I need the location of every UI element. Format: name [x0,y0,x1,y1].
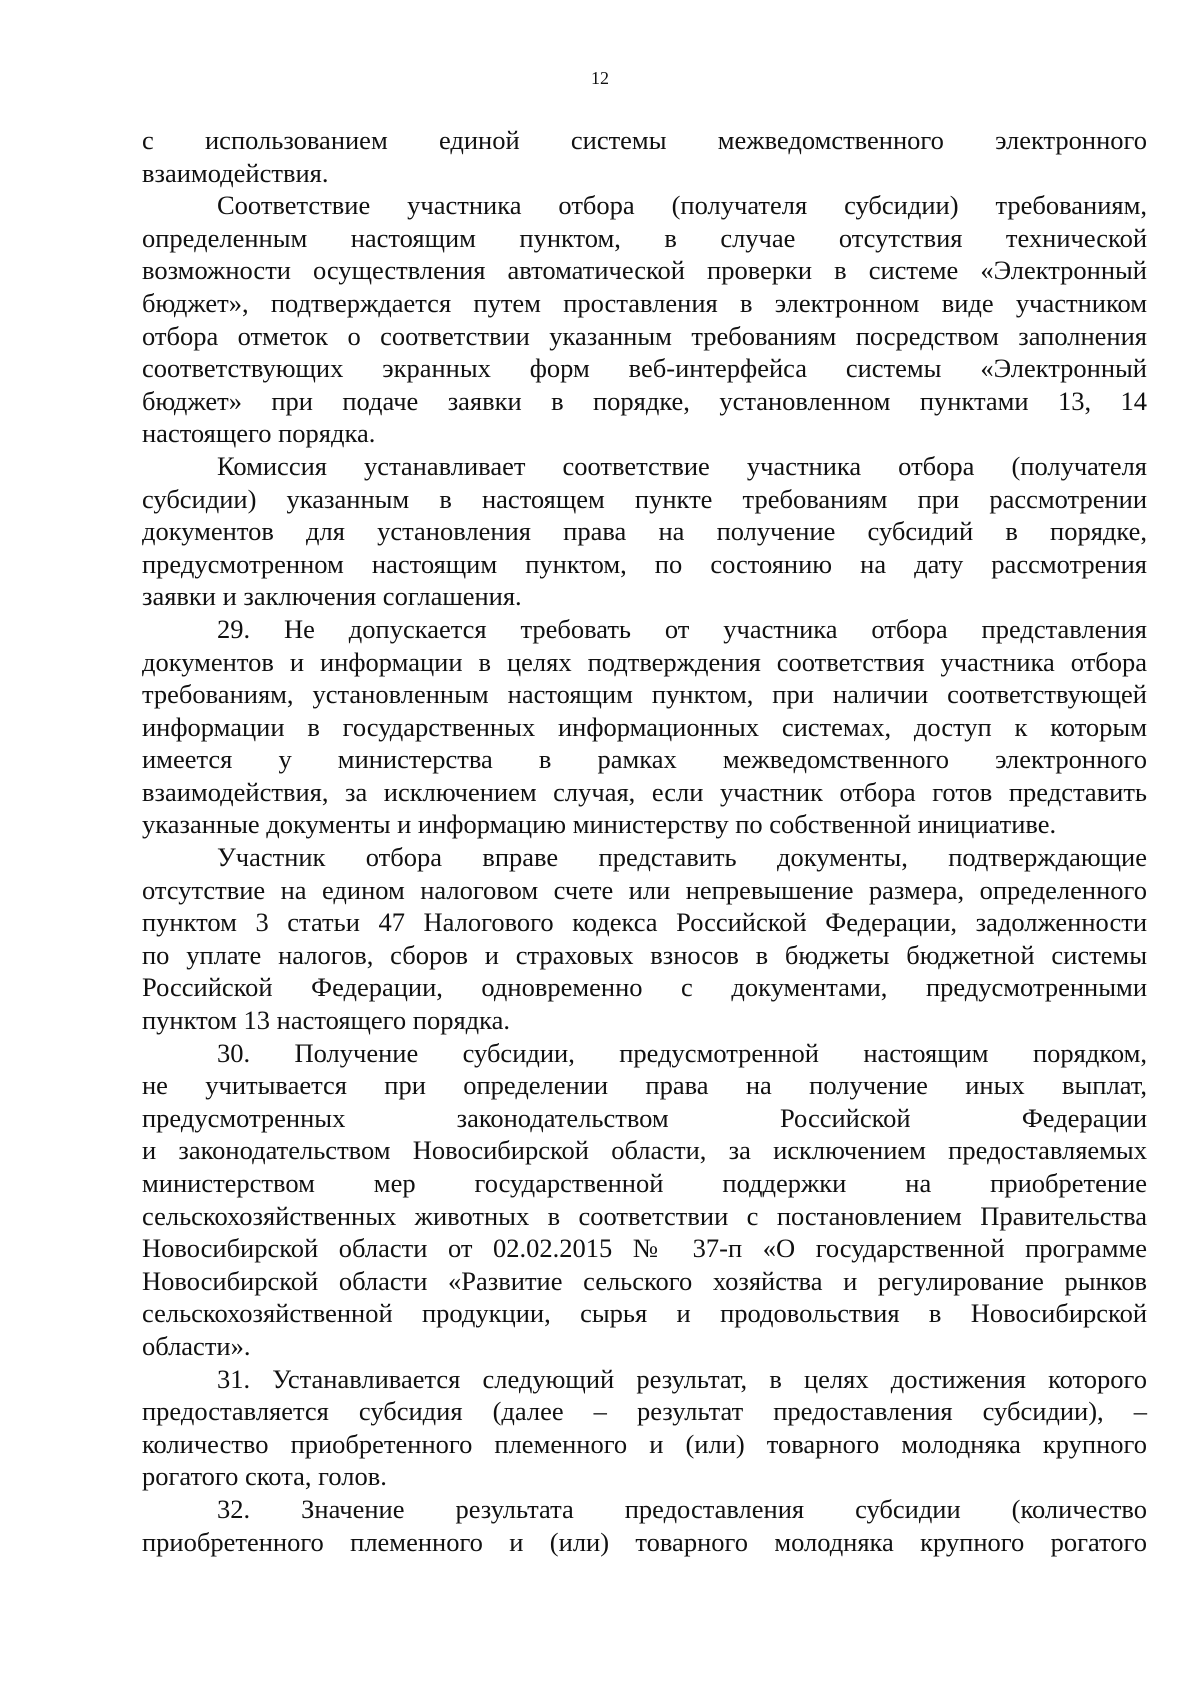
page-number: 12 [591,68,609,88]
text-line: 32. Значение результата предоставления субсидии (количество [217,1493,1147,1524]
document-body [142,124,1147,1558]
text-line: и законодательством Новосибирской области, за исключением предоставляемых [142,1135,1147,1166]
text-line: Новосибирской области «Развитие сельского хозяйства и регулирование рынков [142,1265,1147,1296]
text-line: имеется у министерства в рамках межведомственного электронного [142,744,1147,775]
text-line: количество приобретенного племенного и (или) товарного молодняка крупного [142,1428,1147,1459]
text-line: соответствующих экранных форм веб-интерфейса системы «Электронный [142,353,1147,384]
paragraph [142,613,1147,841]
text-line: Российской Федерации, одновременно с документами, предусмотренными [142,972,1147,1003]
text-line: Участник отбора вправе представить документы, подтверждающие [217,842,1147,873]
text-line: 29. Не допускается требовать от участника отбора представления [217,613,1147,644]
text-line: сельскохозяйственных животных в соответствии с постановлением Правительства [142,1200,1147,1231]
text-line: взаимодействия. [142,157,329,188]
text-line: области». [142,1330,251,1361]
text-line: приобретенного племенного и (или) товарного молодняка крупного рогатого [142,1526,1147,1557]
text-line: рогатого скота, голов. [142,1461,387,1492]
text-line: документов для установления права на получение субсидий в порядке, [142,516,1147,547]
paragraph [142,450,1147,613]
paragraph [142,1493,1147,1558]
text-line: определенным настоящим пунктом, в случае отсутствия технической [142,222,1147,253]
text-line: бюджет», подтверждается путем проставления в электронном виде участником [142,287,1147,318]
text-line: бюджет» при подаче заявки в порядке, установленном пунктами 13, 14 [142,385,1147,416]
text-line: Комиссия устанавливает соответствие участника отбора (получателя [217,450,1147,481]
text-line: министерством мер государственной поддержки на приобретение [142,1168,1147,1198]
text-line: предусмотренных законодательством Российской Федерации [142,1102,1147,1133]
text-line: отсутствие на едином налоговом счете или непревышение размера, определенного [142,874,1147,905]
text-line: Соответствие участника отбора (получателя субсидии) требованиям, [217,190,1147,221]
text-line: требованиям, установленным настоящим пунктом, при наличии соответствующей [142,679,1147,710]
text-line: пунктом 13 настоящего порядка. [142,1005,510,1036]
text-line: возможности осуществления автоматической проверки в системе «Электронный [142,255,1147,286]
text-line: информации в государственных информационных системах, доступ к которым [142,711,1147,742]
text-line: указанные документы и информацию министерству по собственной инициативе. [142,809,1057,840]
text-line: 31. Устанавливается следующий результат, в целях достижения которого [217,1363,1147,1394]
text-line: заявки и заключения соглашения. [142,581,522,612]
text-line: сельскохозяйственной продукции, сырья и продовольствия в Новосибирской [142,1298,1147,1329]
text-line: субсидии) указанным в настоящем пункте требованиям при рассмотрении [142,483,1147,514]
text-line: Новосибирской области от 02.02.2015 № 37-п «О государственной программе [142,1233,1147,1264]
paragraph [142,124,1147,189]
text-line: взаимодействия, за исключением случая, если участник отбора готов представить [142,776,1147,807]
text-line: по уплате налогов, сборов и страховых взносов в бюджеты бюджетной системы [142,939,1147,970]
text-line: настоящего порядка. [142,418,376,449]
text-line: предусмотренном настоящим пунктом, по состоянию на дату рассмотрения [142,548,1147,579]
paragraph [142,841,1147,1037]
paragraph [142,1363,1147,1493]
paragraph [142,189,1147,450]
text-line: не учитывается при определении права на получение иных выплат, [142,1070,1147,1101]
text-line: отбора отметок о соответствии указанным требованиям посредством заполнения [142,320,1147,351]
text-line: пунктом 3 статьи 47 Налогового кодекса Российской Федерации, задолженности [142,907,1147,938]
text-line: предоставляется субсидия (далее – результат предоставления субсидии), – [142,1396,1147,1427]
text-line: 30. Получение субсидии, предусмотренной настоящим порядком, [217,1037,1147,1068]
text-line: документов и информации в целях подтверждения соответствия участника отбора [142,646,1147,677]
paragraph [142,1037,1147,1363]
text-line: с использованием единой системы межведомственного электронного [142,125,1147,155]
